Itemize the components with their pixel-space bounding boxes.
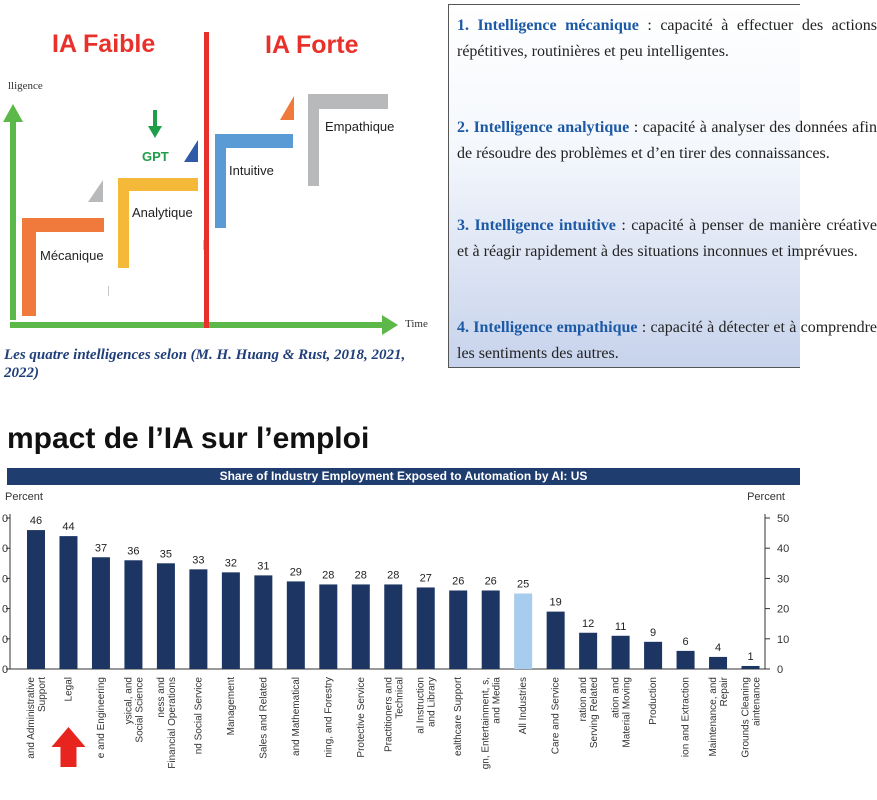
definition-term: Intelligence intuitive: [474, 217, 616, 234]
bar-value-label: 26: [484, 575, 497, 588]
bar-value-label: 12: [582, 617, 595, 630]
category-label: [648, 677, 659, 725]
left-tick-label: 0: [2, 513, 9, 525]
bar: [644, 642, 662, 669]
category-label-line: ness and: [155, 677, 167, 718]
stage-label-analytique: Analytique: [132, 205, 193, 220]
category-label-line: ysical, and: [123, 677, 135, 725]
category-label-line: Repair: [719, 677, 731, 707]
bar-value-label: 25: [517, 578, 530, 591]
bar-value-label: 27: [419, 572, 432, 585]
category-label: [291, 677, 302, 756]
bar-value-label: 36: [127, 545, 140, 558]
category-label-line: Grounds Cleaning: [740, 677, 752, 758]
ia-faible-title: IA Faible: [52, 30, 156, 58]
definition-text: : capacité à penser de manière créative et à réagir rapidement à des situations inconnues et imprévues.: [457, 217, 877, 260]
y-axis-arrowhead: [3, 104, 23, 122]
bar: [612, 636, 630, 669]
category-label-line: ation and: [610, 677, 622, 719]
left-tick-label: 0: [2, 603, 9, 616]
bar-value-label: 26: [452, 575, 465, 588]
intuitive-step-top: [215, 134, 293, 148]
weak-strong-divider: [204, 32, 209, 328]
y-axis: [10, 120, 16, 320]
bar: [579, 633, 597, 669]
category-label-line: ealthcare Support: [453, 677, 465, 756]
category-label-line: Support: [37, 677, 48, 713]
category-label-line: and Administrative: [26, 677, 37, 759]
left-tick-label: 0: [2, 543, 9, 556]
right-tick-label: 40: [777, 543, 790, 556]
category-label: [453, 677, 464, 756]
category-label: [96, 677, 107, 758]
x-axis-arrowhead: [382, 315, 398, 335]
category-label-line: Sales and Related: [258, 677, 270, 759]
bar-value-label: 19: [549, 596, 562, 609]
definition-text: : capacité à détecter et à comprendre les sentiments des autres.: [457, 319, 877, 362]
bar: [514, 594, 532, 670]
diagram-caption: Les quatre intelligences selon (M. H. Huang & Rust, 2018, 2021, 2022): [4, 347, 406, 381]
category-label-line: Protective Service: [355, 677, 367, 758]
bar-value-label: 28: [354, 569, 367, 582]
right-tick-label: 50: [777, 513, 790, 525]
y-axis-label-right: Percent: [747, 491, 785, 503]
category-label-line: Production: [648, 677, 660, 725]
bar-value-label: 9: [650, 626, 657, 639]
section-title: mpact de l’IA sur l’emploi: [7, 422, 370, 455]
tick-mark: [203, 240, 204, 250]
category-label-line: Care and Service: [550, 677, 562, 755]
bar: [254, 575, 272, 669]
bar-value-label: 35: [159, 548, 173, 561]
bar: [709, 657, 727, 669]
bar: [417, 587, 435, 669]
category-label: [416, 677, 438, 734]
bar-value-label: 29: [289, 566, 302, 579]
bar-value-label: 33: [192, 554, 205, 567]
x-axis: [10, 322, 385, 328]
category-label: [193, 677, 204, 755]
category-label: [63, 677, 74, 701]
bar: [157, 563, 175, 669]
definition-number: 2.: [457, 119, 469, 136]
definition-number: 1.: [457, 17, 469, 34]
category-label-line: and Mathematical: [290, 677, 302, 756]
mecanique-step-side: [22, 218, 36, 316]
category-label: [356, 677, 367, 758]
bar: [124, 560, 142, 669]
category-label: [226, 677, 237, 736]
analytique-step-top: [118, 178, 198, 191]
chart-title: Share of Industry Employment Exposed to Automation by AI: US: [7, 468, 800, 485]
bar: [319, 584, 337, 669]
bar-value-label: 46: [29, 515, 43, 528]
right-tick-label: 0: [777, 664, 784, 676]
bar-value-label: 37: [94, 542, 108, 555]
definition-number: 4.: [457, 319, 469, 336]
category-label-line: and Library: [426, 677, 438, 728]
category-label-line: Legal: [63, 677, 75, 702]
category-label-line: Management: [225, 677, 237, 736]
category-label-line: al Instruction: [415, 677, 427, 734]
category-label-line: gn, Entertainment, s,: [480, 677, 492, 770]
category-label-line: Practitioners and: [383, 677, 395, 753]
definition-text: : capacité à effectuer des actions répétitives, routinières et peu intelligentes.: [457, 17, 877, 60]
bar: [92, 557, 110, 669]
left-tick-label: 0: [2, 573, 9, 586]
category-label-line: Financial Operations: [166, 677, 178, 769]
bar-value-label: 32: [224, 557, 237, 570]
bar-value-label: 28: [387, 569, 400, 582]
category-label: [551, 677, 562, 755]
category-label-line: ion and Extraction: [680, 677, 692, 758]
stage-label-intuitive: Intuitive: [229, 163, 274, 178]
y-axis-label-left: Percent: [5, 491, 43, 503]
definition-intuitive: [457, 213, 877, 265]
automation-bar-chart: [0, 485, 800, 800]
bar: [287, 581, 305, 669]
stage-label-empathique: Empathique: [325, 119, 395, 134]
category-label-line: and Media: [491, 677, 503, 724]
analytique-step-side: [118, 178, 129, 268]
bar-value-label: 44: [62, 521, 75, 534]
definition-analytique: [457, 115, 877, 167]
bar: [547, 612, 565, 669]
category-label-line: Serving Related: [589, 677, 601, 749]
bar: [27, 530, 45, 669]
category-label: [518, 677, 529, 734]
bar-value-label: 28: [322, 569, 335, 582]
bar: [742, 666, 760, 669]
right-tick-label: 20: [777, 603, 790, 616]
definition-term: Intelligence empathique: [473, 319, 638, 336]
bar: [482, 590, 500, 669]
left-tick-label: 0: [2, 664, 9, 676]
x-axis-label: Time: [405, 318, 428, 330]
empathique-step-side: [308, 94, 319, 186]
bar: [352, 584, 370, 669]
right-tick-label: 30: [777, 573, 790, 586]
category-label-line: All Industries: [518, 677, 530, 735]
bar-value-label: 1: [747, 650, 754, 663]
right-tick-label: 10: [777, 633, 790, 646]
bar: [59, 536, 77, 669]
category-label: [681, 677, 692, 757]
category-label-line: Material Moving: [621, 677, 633, 748]
bar: [677, 651, 695, 669]
bar: [189, 569, 207, 669]
category-label: [258, 677, 269, 759]
bar: [222, 572, 240, 669]
gpt-triangle: [184, 140, 198, 162]
bar-value-label: 6: [682, 635, 689, 648]
gpt-arrow-shaft: [153, 110, 157, 128]
category-label-line: nd Social Service: [193, 677, 205, 755]
category-label-line: Technical: [394, 677, 406, 719]
mecanique-triangle: [88, 180, 103, 202]
definition-term: Intelligence mécanique: [477, 17, 639, 34]
definition-text: : capacité à analyser des données afin de résoudre des problèmes et d’en tirer des connaissances.: [457, 119, 877, 162]
y-axis-label: lligence: [8, 80, 43, 92]
category-label-line: Social Science: [134, 677, 146, 743]
category-label-line: Maintenance, and: [708, 677, 720, 757]
bar-value-label: 11: [614, 620, 627, 633]
definition-mecanique: [457, 13, 877, 65]
category-label: [323, 677, 334, 758]
category-label-line: e and Engineering: [95, 677, 107, 759]
category-label-line: aintenance: [751, 677, 763, 726]
category-label-line: ning, and Forestry: [323, 677, 335, 758]
gpt-label: GPT: [142, 149, 169, 164]
tick-mark: [108, 286, 109, 296]
bar-value-label: 31: [257, 560, 270, 573]
definition-term: Intelligence analytique: [473, 119, 630, 136]
bar: [384, 584, 402, 669]
gpt-arrow-head: [148, 126, 162, 138]
definitions-box: [448, 4, 877, 368]
intuitive-triangle: [280, 96, 294, 120]
definition-empathique: [457, 315, 877, 367]
stage-label-mecanique: Mécanique: [40, 248, 104, 263]
definition-number: 3.: [457, 217, 469, 234]
left-tick-label: 0: [2, 633, 9, 646]
ia-forte-title: IA Forte: [265, 31, 359, 59]
bar-value-label: 4: [714, 641, 722, 654]
intuitive-step-side: [215, 134, 226, 228]
intelligence-diagram: [0, 60, 440, 350]
empathique-step-top: [308, 94, 388, 109]
category-label-line: ration and: [578, 677, 590, 722]
bar: [449, 590, 467, 669]
